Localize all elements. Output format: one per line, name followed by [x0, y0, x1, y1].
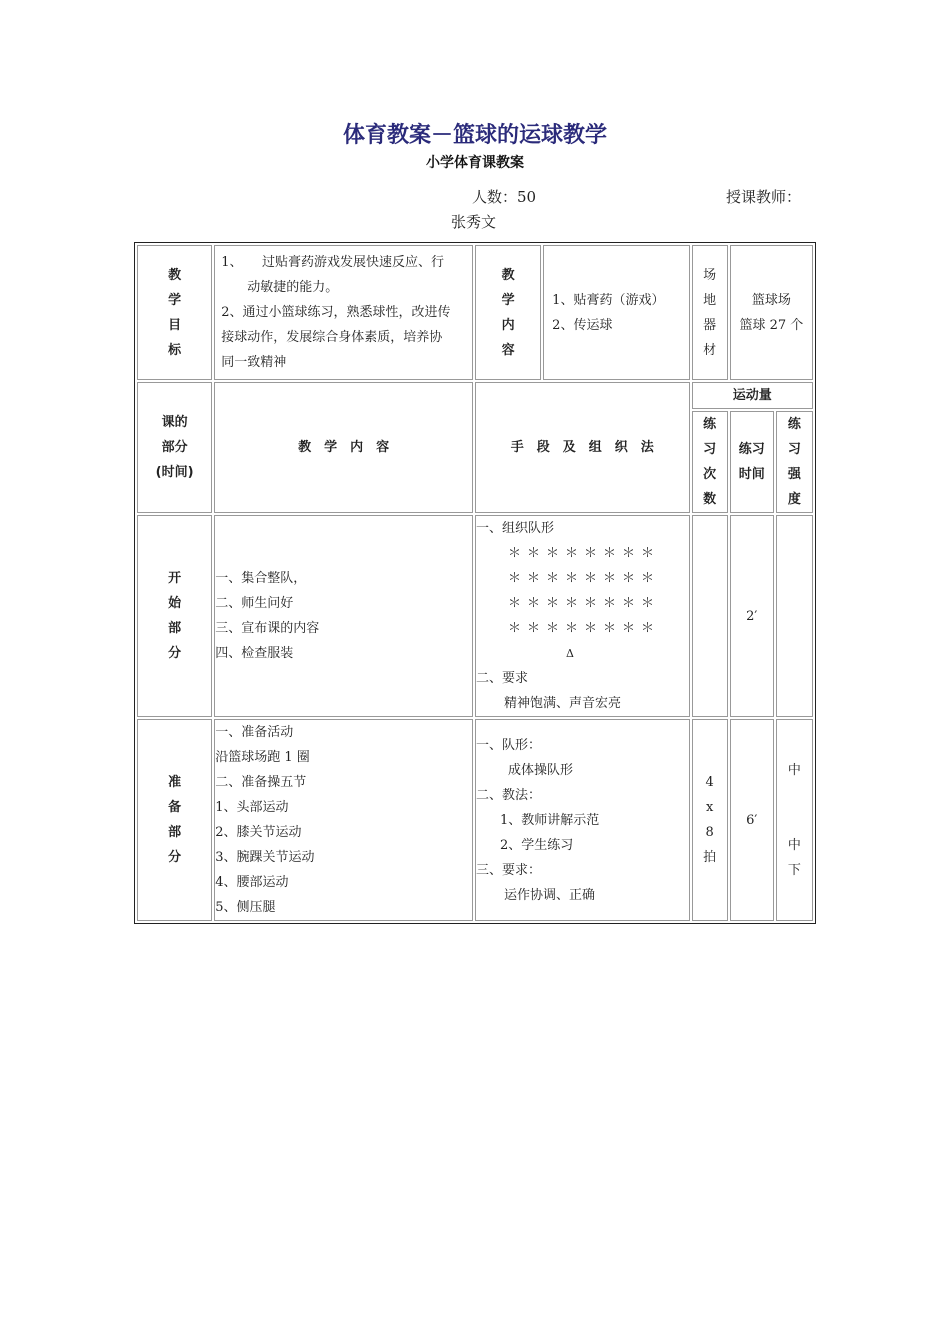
- venue-cell: 篮球场 篮球 27 个: [730, 245, 813, 380]
- lesson-plan-table: [134, 242, 816, 924]
- start-duration-cell: 2′: [730, 515, 774, 717]
- start-label-cell: 开 始 部 分: [137, 515, 212, 717]
- prep-label-cell: 准 备 部 分: [137, 719, 212, 921]
- prep-content-cell: 一、准备活动 沿篮球场跑 1 圈 二、准备操五节 1、头部运动 2、膝关节运动 3、腕踝关节运动 4、腰部运动 5、侧压腿: [214, 719, 473, 921]
- goals-row: [137, 245, 813, 380]
- goal-label-cell: 教 学 目 标: [137, 245, 212, 380]
- header-row-a: [137, 382, 813, 409]
- duration-header-cell: 练习 时间: [730, 411, 774, 513]
- load-header-cell: 运动量: [692, 382, 813, 409]
- contents-cell: 1、贴膏药（游戏） 2、传运球: [543, 245, 689, 380]
- teacher-label: 授课教师：: [726, 188, 802, 206]
- prep-method-cell: 一、队形： 成体操队形 二、教法： 1、教师讲解示范 2、学生练习 三、要求： 运作协调、正确: [475, 719, 690, 921]
- start-intensity-cell: [776, 515, 813, 717]
- goals-cell: 1、 过贴膏药游戏发展快速反应、行 动敏捷的能力。 2、通过小篮球练习，熟悉球性，改进传 接球动作，发展综合身体素质，培养协 同一致精神: [214, 245, 473, 380]
- prep-times-cell: 4 x 8 拍: [692, 719, 728, 921]
- start-content-cell: 一、集合整队， 二、师生问好 三、宣布课的内容 四、检查服装: [214, 515, 473, 717]
- content-header-cell: 教 学 内 容: [214, 382, 473, 513]
- section-header-cell: 课的 部分 (时间): [137, 382, 212, 513]
- prep-intensity-cell: 中 中 下: [776, 719, 813, 921]
- times-header-cell: 练 习 次 数: [692, 411, 728, 513]
- start-method-cell: 一、组织队形 ＊＊＊＊＊＊＊＊ ＊＊＊＊＊＊＊＊ ＊＊＊＊＊＊＊＊ ＊＊＊＊＊＊＊＊ Δ 二、要求 精神饱满、声音宏亮: [475, 515, 690, 717]
- content-label-cell: 教 学 内 容: [475, 245, 541, 380]
- method-header-cell: 手 段 及 组 织 法: [475, 382, 690, 513]
- teacher-name: 张秀文: [451, 213, 497, 231]
- prep-section-row: [137, 719, 813, 921]
- page-subtitle: 小学体育课教案: [426, 155, 524, 171]
- student-count: 人数：50: [472, 188, 537, 206]
- page-title: 体育教案－篮球的运球教学: [342, 123, 607, 148]
- prep-duration-cell: 6′: [730, 719, 774, 921]
- venue-label-cell: 场 地 器 材: [692, 245, 728, 380]
- start-section-row: [137, 515, 813, 717]
- intensity-header-cell: 练 习 强 度: [776, 411, 813, 513]
- start-times-cell: [692, 515, 728, 717]
